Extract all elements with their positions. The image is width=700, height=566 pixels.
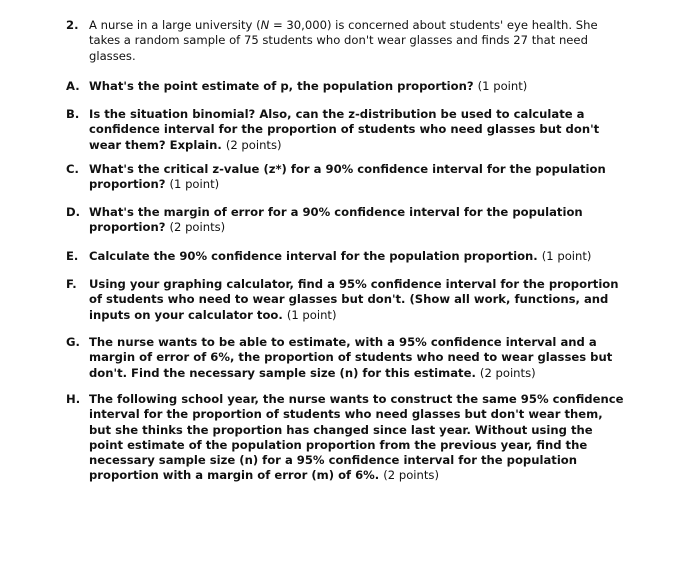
sub-question-letter: F.	[66, 277, 77, 291]
sub-question-text: What's the point estimate of p, the population proportion?	[89, 79, 474, 93]
sub-question-points: (2 points)	[225, 137, 282, 152]
sub-question-letter: E.	[66, 249, 79, 263]
question-number: 2.	[66, 18, 79, 32]
sub-question-b	[66, 107, 626, 153]
sub-question-points: (1 point)	[477, 79, 528, 93]
sub-question-d	[66, 205, 626, 236]
sub-question-points: (1 point)	[169, 177, 220, 192]
sub-question-points: (2 points)	[169, 220, 226, 235]
sub-question-g	[66, 335, 626, 381]
sub-question-text: The following school year, the nurse wants to construct the same 95% confidence interval for the proportion of students who need glasses but don't wear them, but she thinks the proportion has changed since last year. Without using the point estimate of the population proportion from the previous year, find the necessary sample size (n) for a 95% confidence interval for the population proportion with a margin of error (m) of 6%.	[89, 392, 624, 483]
sub-question-points: (2 points)	[383, 468, 439, 483]
sub-question-text: What's the critical z-value (z*) for a 90% confidence interval for the population proportion?	[89, 162, 606, 192]
sub-question-text: Using your graphing calculator, find a 95% confidence interval for the proportion of students who need to wear glasses but don't. (Show all work, functions, and inputs on your calculator too.	[89, 277, 619, 322]
sub-question-letter: D.	[66, 205, 81, 219]
sub-question-text: The nurse wants to be able to estimate, with a 95% confidence interval and a margin of error of 6%, the proportion of students who need to wear glasses but don't. Find the necessary sample size (n) for this estimate.	[89, 335, 613, 380]
intro-text-rest: = 30,000) is concerned about students' eye health. She takes a random sample of 75 students who don't wear glasses and finds 27 that need glasses.	[89, 18, 598, 63]
question-intro	[66, 18, 626, 64]
sub-question-points: (1 point)	[541, 249, 592, 263]
sub-question-c	[66, 162, 626, 193]
question-intro-text	[89, 18, 626, 64]
sub-question-text: Calculate the 90% confidence interval for the population proportion.	[89, 249, 538, 263]
sub-question-points: (1 point)	[286, 307, 337, 322]
sub-question-e	[66, 249, 626, 264]
sub-question-h	[66, 392, 626, 484]
sub-question-letter: A.	[66, 79, 80, 93]
sub-question-points: (2 points)	[479, 365, 536, 380]
sub-question-letter: C.	[66, 162, 79, 176]
population-size-symbol: N	[260, 18, 270, 32]
intro-text-start: A nurse in a large university (	[89, 18, 261, 32]
sub-question-f	[66, 277, 626, 323]
sub-question-text: Is the situation binomial? Also, can the z-distribution be used to calculate a confidence interval for the proportion of students who need glasses but don't wear them? Explain.	[89, 107, 600, 152]
sub-question-a	[66, 79, 626, 94]
sub-question-text: What's the margin of error for a 90% confidence interval for the population proportion?	[89, 205, 583, 235]
sub-question-letter: B.	[66, 107, 80, 121]
sub-question-letter: H.	[66, 392, 81, 406]
sub-question-letter: G.	[66, 335, 80, 349]
